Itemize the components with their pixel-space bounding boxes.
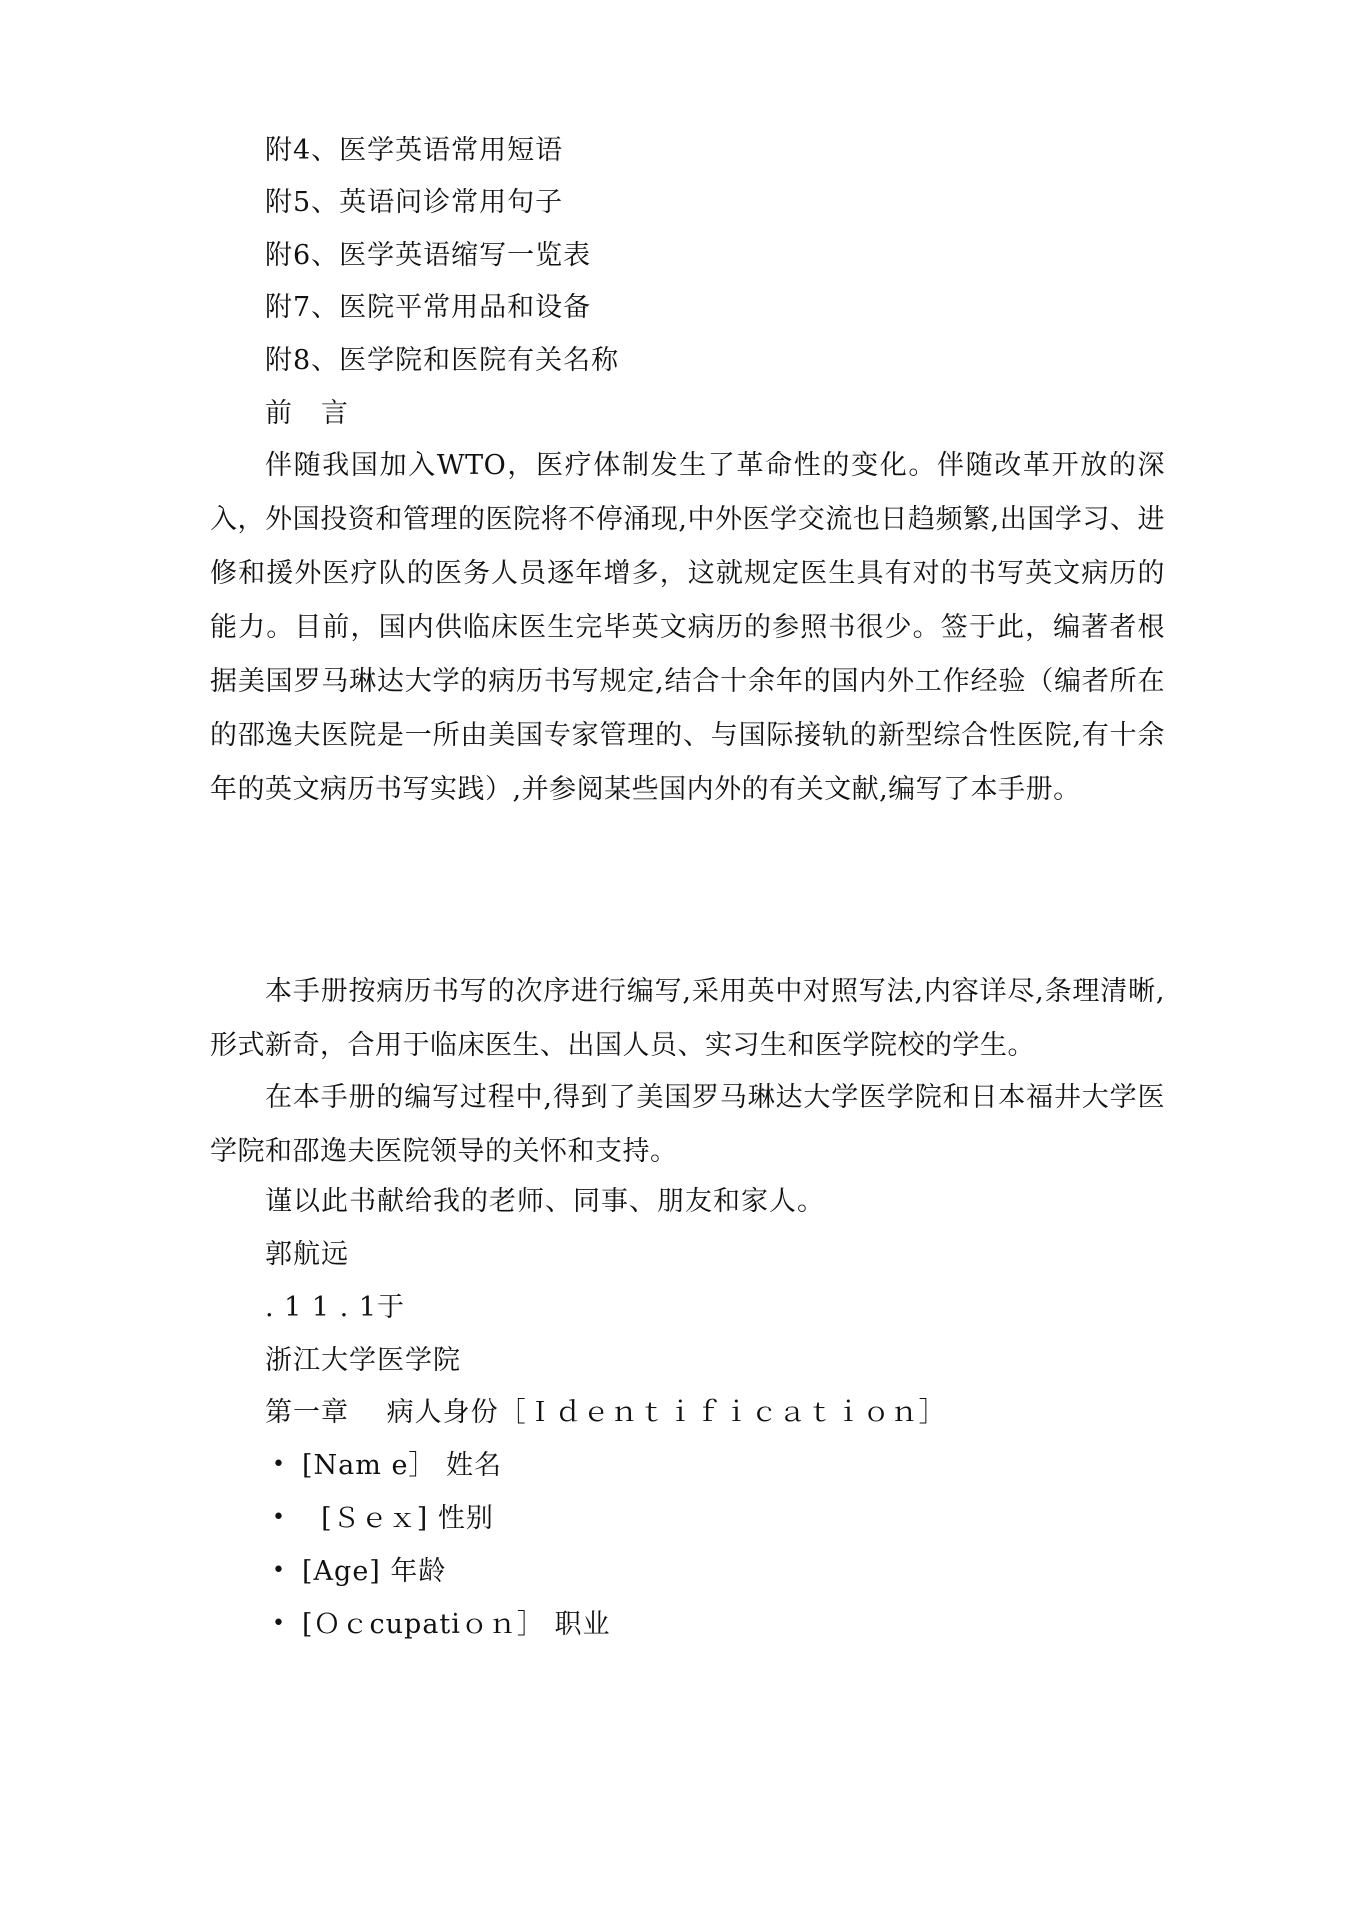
preface-paragraph: 本手册按病历书写的次序进行编写,采用英中对照写法,内容详尽,条理清晰,形式新奇，合用于临床医生、出国人员、实习生和医学院校的学生。 — [210, 976, 1165, 1061]
identification-item-sex: [Ｓｅｘ] 性别 — [302, 1503, 494, 1534]
appendix-item-4: 附4、医学英语常用短语 — [265, 135, 564, 166]
bullet-icon: • — [272, 1505, 285, 1530]
identification-item-name: [Nam e］ 姓名 — [302, 1450, 503, 1481]
bullet-icon: • — [272, 1558, 285, 1583]
appendix-item-5: 附5、英语问诊常用句子 — [265, 187, 564, 218]
bullet-icon: • — [272, 1611, 285, 1636]
author-institution: 浙江大学医学院 — [265, 1345, 461, 1376]
preface-date: . 1 1 . 1于 — [265, 1292, 406, 1323]
preface-paragraph: 伴随我国加入WTO，医疗体制发生了革命性的变化。伴随改革开放的深入，外国投资和管理的医院将不停涌现,中外医学交流也日趋频繁,出国学习、进修和援外医疗队的医务人员逐年增多，这就规定医生具有对的书写英文病历的能力。目前，国内供临床医生完毕英文病历的参照书很少。签于此，编著者根据美国罗马琳达大学的病历书写规定,结合十余年的国内外工作经验（编者所在的邵逸夫医院是一所由美国专家管理的、与国际接轨的新型综合性医院,有十余年的英文病历书写实践）,并参阅某些国内外的有关文献,编写了本手册。 — [210, 450, 1165, 805]
appendix-item-8: 附8、医学院和医院有关名称 — [265, 345, 620, 376]
preface-paragraph: 在本手册的编写过程中,得到了美国罗马琳达大学医学院和日本福井大学医学院和邵逸夫医院领导的关怀和支持。 — [210, 1082, 1165, 1167]
identification-item-occupation: [Ｏｃcupatiｏｎ］ 职业 — [302, 1609, 611, 1640]
dedication: 谨以此书献给我的老师、同事、朋友和家人。 — [265, 1186, 825, 1217]
appendix-item-7: 附7、医院平常用品和设备 — [265, 292, 592, 323]
preface-heading: 前 言 — [265, 398, 349, 429]
chapter-title: 第一章 病人身份［Ｉｄｅｎｔｉｆｉｃａｔｉｏｎ］ — [265, 1397, 947, 1428]
author-name: 郭航远 — [265, 1239, 349, 1270]
identification-item-age: [Age] 年龄 — [302, 1556, 447, 1587]
appendix-item-6: 附6、医学英语缩写一览表 — [265, 240, 592, 271]
bullet-icon: • — [272, 1452, 285, 1477]
